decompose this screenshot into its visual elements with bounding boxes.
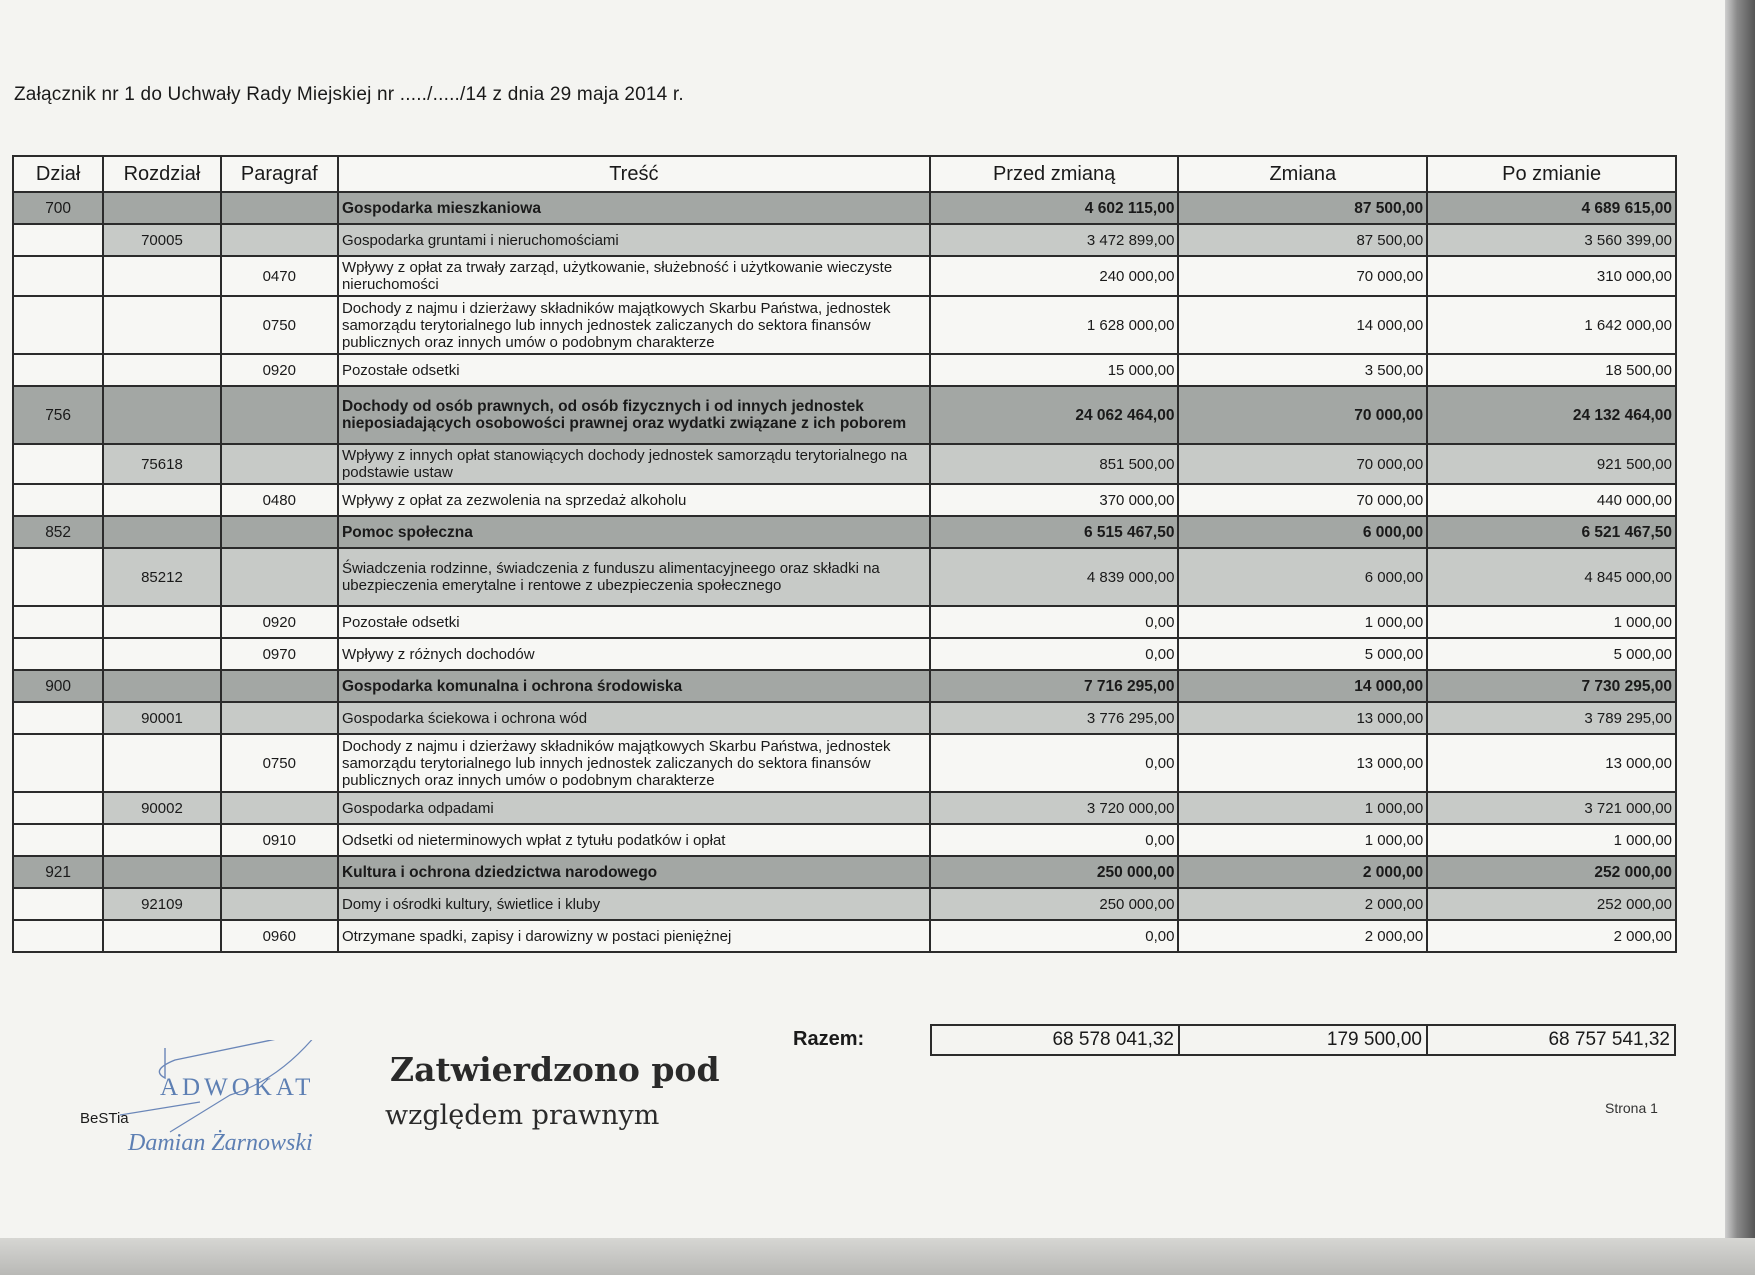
summary-table: [930, 1024, 1676, 1056]
cell-przed: 7 716 295,00: [930, 670, 1179, 702]
cell-po: 24 132 464,00: [1427, 386, 1676, 444]
cell-tresc: Pomoc społeczna: [338, 516, 930, 548]
table-row-par: [13, 256, 1676, 296]
table-row-dzial: [13, 670, 1676, 702]
page-bottom-edge: [0, 1238, 1755, 1275]
cell-zmiana: 87 500,00: [1178, 192, 1427, 224]
cell-tresc: Wpływy z opłat za trwały zarząd, użytkowanie, służebność i użytkowanie wieczyste nieruchomości: [338, 256, 930, 296]
cell-tresc: Gospodarka gruntami i nieruchomościami: [338, 224, 930, 256]
budget-table: [12, 155, 1677, 953]
cell-rozdzial: [103, 638, 220, 670]
cell-po: 3 721 000,00: [1427, 792, 1676, 824]
cell-po: 1 000,00: [1427, 824, 1676, 856]
cell-po: 7 730 295,00: [1427, 670, 1676, 702]
cell-rozdzial: 92109: [103, 888, 220, 920]
table-row-rozdzial: [13, 702, 1676, 734]
table-row-par: [13, 824, 1676, 856]
cell-rozdzial: 90002: [103, 792, 220, 824]
cell-tresc: Świadczenia rodzinne, świadczenia z funduszu alimentacyjneego oraz składki na ubezpieczenia emerytalne i rentowe z ubezpieczenia społecznego: [338, 548, 930, 606]
col-header-paragraf: Paragraf: [221, 156, 338, 192]
cell-zmiana: 2 000,00: [1178, 920, 1427, 952]
cell-rozdzial: [103, 296, 220, 354]
cell-zmiana: 87 500,00: [1178, 224, 1427, 256]
cell-po: 6 521 467,50: [1427, 516, 1676, 548]
table-row-par: [13, 920, 1676, 952]
cell-paragraf: [221, 702, 338, 734]
cell-paragraf: [221, 192, 338, 224]
page-number: Strona 1: [1605, 1100, 1658, 1116]
cell-rozdzial: [103, 484, 220, 516]
cell-paragraf: 0470: [221, 256, 338, 296]
cell-zmiana: 14 000,00: [1178, 296, 1427, 354]
summary-row: [931, 1025, 1675, 1055]
cell-po: 252 000,00: [1427, 888, 1676, 920]
summary-przed: 68 578 041,32: [931, 1025, 1179, 1055]
cell-paragraf: [221, 224, 338, 256]
cell-przed: 24 062 464,00: [930, 386, 1179, 444]
cell-rozdzial: [103, 256, 220, 296]
cell-przed: 0,00: [930, 606, 1179, 638]
cell-paragraf: [221, 792, 338, 824]
cell-tresc: Dochody z najmu i dzierżawy składników majątkowych Skarbu Państwa, jednostek samorządu terytorialnego lub innych jednostek zaliczanych do sektora finansów publicznych oraz innych umów o podobnym charakterze: [338, 296, 930, 354]
cell-po: 2 000,00: [1427, 920, 1676, 952]
cell-paragraf: 0970: [221, 638, 338, 670]
cell-tresc: Wpływy z innych opłat stanowiących dochody jednostek samorządu terytorialnego na podstawie ustaw: [338, 444, 930, 484]
cell-rozdzial: 85212: [103, 548, 220, 606]
cell-dzial: [13, 920, 103, 952]
table-row-rozdzial: [13, 792, 1676, 824]
cell-paragraf: [221, 386, 338, 444]
cell-zmiana: 2 000,00: [1178, 856, 1427, 888]
cell-rozdzial: [103, 192, 220, 224]
cell-tresc: Odsetki od nieterminowych wpłat z tytułu podatków i opłat: [338, 824, 930, 856]
col-header-dzial: Dział: [13, 156, 103, 192]
cell-po: 3 560 399,00: [1427, 224, 1676, 256]
cell-paragraf: 0920: [221, 606, 338, 638]
cell-dzial: [13, 354, 103, 386]
cell-zmiana: 1 000,00: [1178, 792, 1427, 824]
cell-przed: 0,00: [930, 824, 1179, 856]
cell-po: 1 642 000,00: [1427, 296, 1676, 354]
col-header-tresc: Treść: [338, 156, 930, 192]
table-row-rozdzial: [13, 224, 1676, 256]
cell-tresc: Dochody od osób prawnych, od osób fizycznych i od innych jednostek nieposiadających osobowości prawnej oraz wydatki związane z ich poborem: [338, 386, 930, 444]
cell-paragraf: [221, 548, 338, 606]
cell-dzial: [13, 224, 103, 256]
cell-po: 4 845 000,00: [1427, 548, 1676, 606]
table-row-par: [13, 484, 1676, 516]
table-row-dzial: [13, 516, 1676, 548]
cell-rozdzial: 90001: [103, 702, 220, 734]
cell-dzial: [13, 256, 103, 296]
cell-tresc: Dochody z najmu i dzierżawy składników majątkowych Skarbu Państwa, jednostek samorządu terytorialnego lub innych jednostek zaliczanych do sektora finansów publicznych oraz innych umów o podobnym charakterze: [338, 734, 930, 792]
cell-zmiana: 13 000,00: [1178, 702, 1427, 734]
cell-paragraf: 0750: [221, 296, 338, 354]
document-header: Załącznik nr 1 do Uchwały Rady Miejskiej nr ...../...../14 z dnia 29 maja 2014 r.: [14, 84, 684, 105]
cell-po: 310 000,00: [1427, 256, 1676, 296]
cell-zmiana: 13 000,00: [1178, 734, 1427, 792]
cell-zmiana: 1 000,00: [1178, 606, 1427, 638]
cell-paragraf: [221, 888, 338, 920]
cell-dzial: [13, 702, 103, 734]
cell-przed: 250 000,00: [930, 856, 1179, 888]
cell-przed: 240 000,00: [930, 256, 1179, 296]
seal-name: Damian Żarnowski: [128, 1130, 313, 1156]
cell-tresc: Pozostałe odsetki: [338, 354, 930, 386]
cell-przed: 0,00: [930, 920, 1179, 952]
cell-dzial: [13, 484, 103, 516]
cell-rozdzial: 70005: [103, 224, 220, 256]
cell-dzial: 852: [13, 516, 103, 548]
cell-przed: 6 515 467,50: [930, 516, 1179, 548]
cell-rozdzial: 75618: [103, 444, 220, 484]
cell-tresc: Pozostałe odsetki: [338, 606, 930, 638]
table-row-dzial: [13, 386, 1676, 444]
cell-tresc: Kultura i ochrona dziedzictwa narodowego: [338, 856, 930, 888]
summary-zmiana: 179 500,00: [1179, 1025, 1427, 1055]
cell-dzial: [13, 444, 103, 484]
cell-paragraf: [221, 856, 338, 888]
cell-rozdzial: [103, 516, 220, 548]
cell-po: 18 500,00: [1427, 354, 1676, 386]
footer-left-label: BeSTia: [80, 1110, 129, 1127]
cell-tresc: Gospodarka mieszkaniowa: [338, 192, 930, 224]
col-header-po: Po zmianie: [1427, 156, 1676, 192]
cell-dzial: 756: [13, 386, 103, 444]
cell-zmiana: 70 000,00: [1178, 444, 1427, 484]
cell-przed: 3 776 295,00: [930, 702, 1179, 734]
cell-zmiana: 3 500,00: [1178, 354, 1427, 386]
table-row-rozdzial: [13, 444, 1676, 484]
cell-przed: 4 839 000,00: [930, 548, 1179, 606]
cell-paragraf: 0750: [221, 734, 338, 792]
cell-przed: 15 000,00: [930, 354, 1179, 386]
cell-tresc: Gospodarka odpadami: [338, 792, 930, 824]
cell-po: 252 000,00: [1427, 856, 1676, 888]
table-row-par: [13, 638, 1676, 670]
cell-rozdzial: [103, 386, 220, 444]
cell-po: 440 000,00: [1427, 484, 1676, 516]
cell-dzial: 700: [13, 192, 103, 224]
cell-dzial: 900: [13, 670, 103, 702]
cell-rozdzial: [103, 824, 220, 856]
col-header-zmiana: Zmiana: [1178, 156, 1427, 192]
cell-po: 4 689 615,00: [1427, 192, 1676, 224]
cell-paragraf: 0480: [221, 484, 338, 516]
table-row-par: [13, 296, 1676, 354]
cell-przed: 0,00: [930, 734, 1179, 792]
cell-tresc: Otrzymane spadki, zapisy i darowizny w postaci pieniężnej: [338, 920, 930, 952]
cell-dzial: [13, 824, 103, 856]
seal-title: ADWOKAT: [160, 1074, 315, 1101]
cell-zmiana: 70 000,00: [1178, 386, 1427, 444]
table-row-par: [13, 354, 1676, 386]
cell-paragraf: [221, 670, 338, 702]
cell-rozdzial: [103, 354, 220, 386]
cell-paragraf: 0910: [221, 824, 338, 856]
cell-tresc: Domy i ośrodki kultury, świetlice i kluby: [338, 888, 930, 920]
cell-przed: 0,00: [930, 638, 1179, 670]
cell-dzial: [13, 888, 103, 920]
cell-przed: 3 472 899,00: [930, 224, 1179, 256]
cell-przed: 851 500,00: [930, 444, 1179, 484]
cell-paragraf: 0920: [221, 354, 338, 386]
cell-po: 921 500,00: [1427, 444, 1676, 484]
cell-rozdzial: [103, 920, 220, 952]
cell-dzial: [13, 606, 103, 638]
table-row-rozdzial: [13, 888, 1676, 920]
cell-rozdzial: [103, 734, 220, 792]
cell-przed: 3 720 000,00: [930, 792, 1179, 824]
table-row-par: [13, 606, 1676, 638]
cell-po: 13 000,00: [1427, 734, 1676, 792]
cell-przed: 1 628 000,00: [930, 296, 1179, 354]
cell-po: 5 000,00: [1427, 638, 1676, 670]
cell-zmiana: 70 000,00: [1178, 256, 1427, 296]
cell-po: 3 789 295,00: [1427, 702, 1676, 734]
cell-paragraf: [221, 444, 338, 484]
razem-label: Razem:: [793, 1028, 865, 1050]
cell-paragraf: [221, 516, 338, 548]
cell-zmiana: 2 000,00: [1178, 888, 1427, 920]
table-row-rozdzial: [13, 548, 1676, 606]
cell-tresc: Gospodarka ściekowa i ochrona wód: [338, 702, 930, 734]
cell-dzial: [13, 734, 103, 792]
page-edge-shadow: [1725, 0, 1755, 1275]
cell-zmiana: 70 000,00: [1178, 484, 1427, 516]
cell-dzial: [13, 792, 103, 824]
cell-przed: 370 000,00: [930, 484, 1179, 516]
table-row-dzial: [13, 192, 1676, 224]
approval-stamp-line1: Zatwierdzono pod: [390, 1050, 720, 1089]
cell-zmiana: 14 000,00: [1178, 670, 1427, 702]
cell-po: 1 000,00: [1427, 606, 1676, 638]
table-row-par: [13, 734, 1676, 792]
cell-rozdzial: [103, 856, 220, 888]
cell-dzial: [13, 548, 103, 606]
cell-paragraf: 0960: [221, 920, 338, 952]
col-header-przed: Przed zmianą: [930, 156, 1179, 192]
cell-tresc: Wpływy z opłat za zezwolenia na sprzedaż alkoholu: [338, 484, 930, 516]
cell-przed: 250 000,00: [930, 888, 1179, 920]
cell-rozdzial: [103, 670, 220, 702]
approval-stamp-line2: względem prawnym: [385, 1100, 660, 1131]
cell-zmiana: 1 000,00: [1178, 824, 1427, 856]
cell-przed: 4 602 115,00: [930, 192, 1179, 224]
cell-rozdzial: [103, 606, 220, 638]
cell-zmiana: 6 000,00: [1178, 548, 1427, 606]
cell-dzial: [13, 296, 103, 354]
cell-zmiana: 5 000,00: [1178, 638, 1427, 670]
col-header-rozdzial: Rozdział: [103, 156, 220, 192]
table-header-row: [13, 156, 1676, 192]
cell-dzial: [13, 638, 103, 670]
cell-tresc: Wpływy z różnych dochodów: [338, 638, 930, 670]
cell-zmiana: 6 000,00: [1178, 516, 1427, 548]
summary-po: 68 757 541,32: [1427, 1025, 1675, 1055]
cell-tresc: Gospodarka komunalna i ochrona środowiska: [338, 670, 930, 702]
cell-dzial: 921: [13, 856, 103, 888]
table-row-dzial: [13, 856, 1676, 888]
